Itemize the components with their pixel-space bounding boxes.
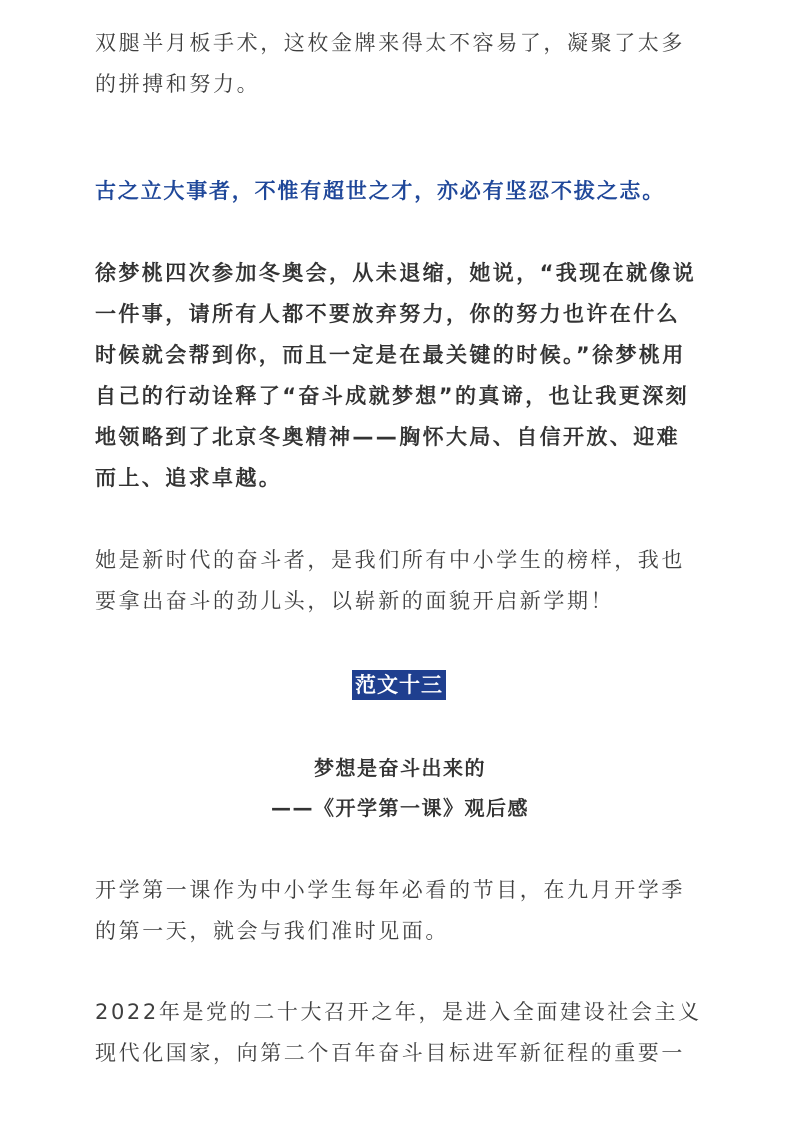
paragraph-line: 要拿出奋斗的劲儿头，以崭新的面貌开启新学期！ — [95, 589, 615, 613]
paragraph-3 — [95, 540, 710, 622]
section-label-badge: 范文十三 — [352, 670, 446, 700]
essay-subtitle: ——《开学第一课》观后感 — [271, 796, 529, 820]
paragraph-line: 徐梦桃四次参加冬奥会，从未退缩，她说，“我现在就像说 — [95, 261, 697, 285]
paragraph-4 — [95, 870, 710, 952]
paragraph-line: 地领略到了北京冬奥精神——胸怀大局、自信开放、迎难 — [95, 425, 680, 449]
paragraph-1 — [95, 23, 710, 105]
paragraph-2 — [95, 253, 710, 499]
paragraph-5 — [95, 992, 710, 1074]
paragraph-line: 的拼搏和努力。 — [95, 72, 261, 96]
paragraph-line: 现代化国家，向第二个百年奋斗目标进军新征程的重要一 — [95, 1041, 685, 1065]
essay-title: 梦想是奋斗出来的 — [314, 756, 486, 780]
paragraph-line: 而上、追求卓越。 — [95, 466, 283, 490]
paragraph-line: 双腿半月板手术，这枚金牌来得太不容易了，凝聚了太多 — [95, 31, 685, 55]
paragraph-line: 她是新时代的奋斗者，是我们所有中小学生的榜样，我也 — [95, 548, 685, 572]
paragraph-line: 一件事，请所有人都不要放弃努力，你的努力也许在什么 — [95, 302, 680, 326]
paragraph-line: 2022年是党的二十大召开之年，是进入全面建设社会主义 — [95, 1000, 702, 1024]
paragraph-line: 时候就会帮到你，而且一定是在最关键的时候。”徐梦桃用 — [95, 343, 686, 367]
paragraph-line: 开学第一课作为中小学生每年必看的节目，在九月开学季 — [95, 878, 685, 902]
quote-text: 古之立大事者，不惟有超世之才，亦必有坚忍不拔之志。 — [95, 179, 665, 203]
paragraph-line: 的第一天，就会与我们准时见面。 — [95, 919, 449, 943]
paragraph-line: 自己的行动诠释了“奋斗成就梦想”的真谛，也让我更深刻 — [95, 384, 690, 408]
